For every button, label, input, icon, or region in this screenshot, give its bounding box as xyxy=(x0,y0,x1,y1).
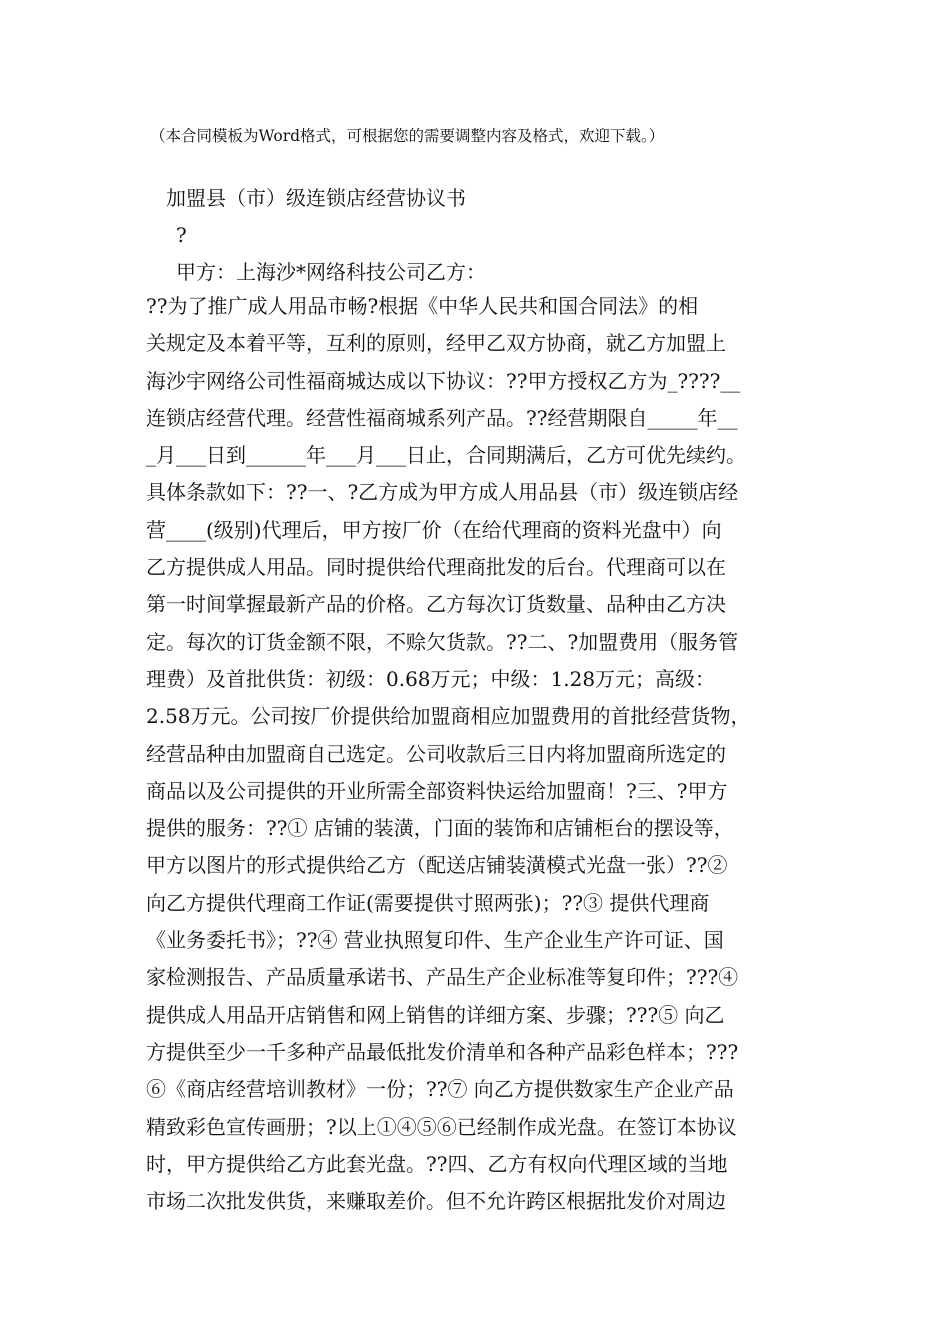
body-line: 时，甲方提供给乙方此套光盘。??四、乙方有权向代理区域的当地 xyxy=(146,1151,728,1176)
body-line: 甲方以图片的形式提供给乙方（配送店铺装潢模式光盘一张）??② xyxy=(146,853,728,878)
body-line: 市场二次批发供货，来赚取差价。但不允许跨区根据批发价对周边 xyxy=(146,1189,726,1214)
document-title: 加盟县（市）级连锁店经营协议书 xyxy=(166,186,466,210)
body-line: 向乙方提供代理商工作证(需要提供寸照两张)；??③ 提供代理商 xyxy=(146,890,710,915)
body-line: 理费）及首批供货：初级：0.68万元；中级：1.28万元；高级： xyxy=(146,666,716,691)
body-line: 家检测报告、产品质量承诺书、产品生产企业标准等复印件；???④ xyxy=(146,965,739,990)
body-line: 《业务委托书》；??④ 营业执照复印件、生产企业生产许可证、国 xyxy=(146,928,724,953)
template-notice: （本合同模板为Word格式，可根据您的需要调整内容及格式，欢迎下载。） xyxy=(150,127,665,145)
body-line: 乙方提供成人用品。同时提供给代理商批发的后台。代理商可以在 xyxy=(146,555,726,580)
body-line: 经营品种由加盟商自己选定。公司收款后三日内将加盟商所选定的 xyxy=(146,741,726,766)
body-line: 精致彩色宣传画册；?以上①④⑤⑥已经制作成光盘。在签订本协议 xyxy=(146,1114,737,1139)
body-line: ??为了推广成人用品市畅?根据《中华人民共和国合同法》的相 xyxy=(146,294,699,318)
body-line: 海沙宇网络公司性福商城达成以下协议：??甲方授权乙方为_????__ xyxy=(146,368,741,393)
contract-body xyxy=(146,288,806,1220)
body-line: 关规定及本着平等，互利的原则，经甲乙双方协商，就乙方加盟上 xyxy=(146,331,726,356)
body-line: 商品以及公司提供的开业所需全部资料快运给加盟商！?三、?甲方 xyxy=(146,778,728,803)
body-line: ⑥《商店经营培训教材》一份；??⑦ 向乙方提供数家生产企业产品 xyxy=(146,1077,734,1102)
body-line: 具体条款如下：??一、?乙方成为甲方成人用品县（市）级连锁店经 xyxy=(146,480,739,505)
body-line: _月___日到______年___月___日止，合同期满后，乙方可优先续约。 xyxy=(146,443,746,468)
body-line: 连锁店经营代理。经营性福商城系列产品。??经营期限自_____年__ xyxy=(146,405,738,430)
body-line: 营____(级别)代理后，甲方按厂价（在给代理商的资料光盘中）向 xyxy=(146,517,722,542)
body-line: 第一时间掌握最新产品的价格。乙方每次订货数量、品种由乙方决 xyxy=(146,592,726,617)
body-line: 定。每次的订货金额不限，不赊欠货款。??二、?加盟费用（服务管 xyxy=(146,629,739,654)
body-line: 方提供至少一千多种产品最低批发价清单和各种产品彩色样本；??? xyxy=(146,1039,739,1064)
body-line: 2.58万元。公司按厂价提供给加盟商相应加盟费用的首批经营货物， xyxy=(146,704,751,729)
contract-parties: 甲方：上海沙*网络科技公司乙方： xyxy=(176,260,486,284)
body-line: 提供成人用品开店销售和网上销售的详细方案、步骤；???⑤ 向乙 xyxy=(146,1002,725,1027)
blank-line-marker: ? xyxy=(176,223,187,247)
body-line: 提供的服务：??① 店铺的装潢，门面的装饰和店铺柜台的摆设等， xyxy=(146,816,734,841)
